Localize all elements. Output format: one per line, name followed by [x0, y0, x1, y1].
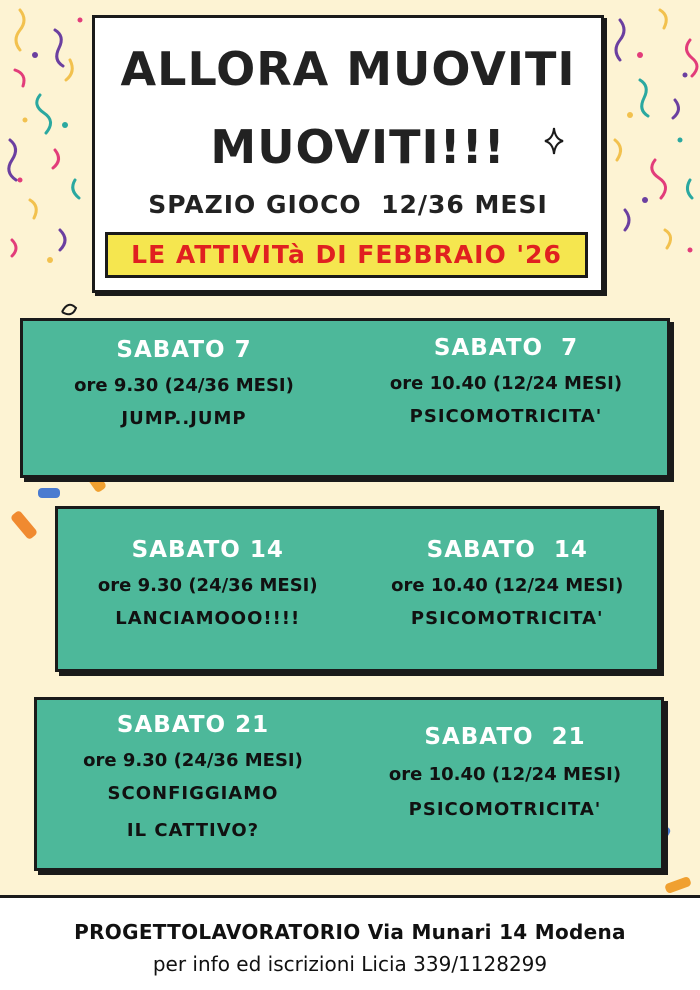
title-line-2: MUOVITI!!!	[210, 120, 506, 174]
session-time: ore 10.40 (12/24 MESI)	[391, 575, 624, 596]
session-day: SABATO 14	[426, 537, 588, 563]
session-activity: PSICOMOTRICITA'	[409, 406, 603, 427]
session-right	[358, 537, 658, 631]
session-activity: PSICOMOTRICITA'	[408, 799, 602, 820]
title-box	[92, 15, 604, 293]
session-activity: SCONFIGGIAMO	[107, 783, 279, 804]
schedule-card-3	[34, 697, 664, 871]
session-activity: LANCIAMOOO!!!!	[115, 608, 301, 629]
session-activity: PSICOMOTRICITA'	[410, 608, 604, 629]
session-day: SABATO 14	[131, 537, 284, 563]
session-time: ore 9.30 (24/36 MESI)	[74, 375, 294, 396]
session-time: ore 10.40 (12/24 MESI)	[388, 764, 622, 785]
sparkle-icon	[543, 126, 565, 156]
session-right	[349, 724, 661, 822]
subtitle: SPAZIO GIOCO 12/36 MESI	[148, 190, 548, 219]
session-day: SABATO 7	[433, 335, 579, 361]
session-time: ore 10.40 (12/24 MESI)	[389, 373, 623, 394]
session-time: ore 9.30 (24/36 MESI)	[97, 575, 318, 596]
session-activity: JUMP..JUMP	[121, 408, 247, 429]
schedule-card-2	[55, 506, 660, 672]
title-line-1: ALLORA MUOVITI	[120, 42, 576, 96]
squiggle-decoration	[62, 305, 76, 314]
organization-address: PROGETTOLAVORATORIO Via Munari 14 Modena	[74, 920, 626, 944]
session-day: SABATO 21	[116, 712, 270, 738]
session-left	[37, 712, 349, 842]
session-activity-line-2: IL CATTIVO?	[126, 819, 260, 841]
session-time: ore 9.30 (24/36 MESI)	[83, 750, 303, 771]
contact-info: per info ed iscrizioni Licia 339/1128299	[152, 952, 548, 976]
month-banner: LE ATTIVITà DI FEBBRAIO '26	[105, 232, 588, 278]
session-day: SABATO 21	[424, 724, 586, 750]
schedule-card-1	[20, 318, 670, 478]
session-left	[23, 337, 345, 431]
footer	[0, 895, 700, 990]
session-right	[345, 335, 667, 429]
session-left	[58, 537, 358, 631]
session-day: SABATO 7	[116, 337, 252, 363]
